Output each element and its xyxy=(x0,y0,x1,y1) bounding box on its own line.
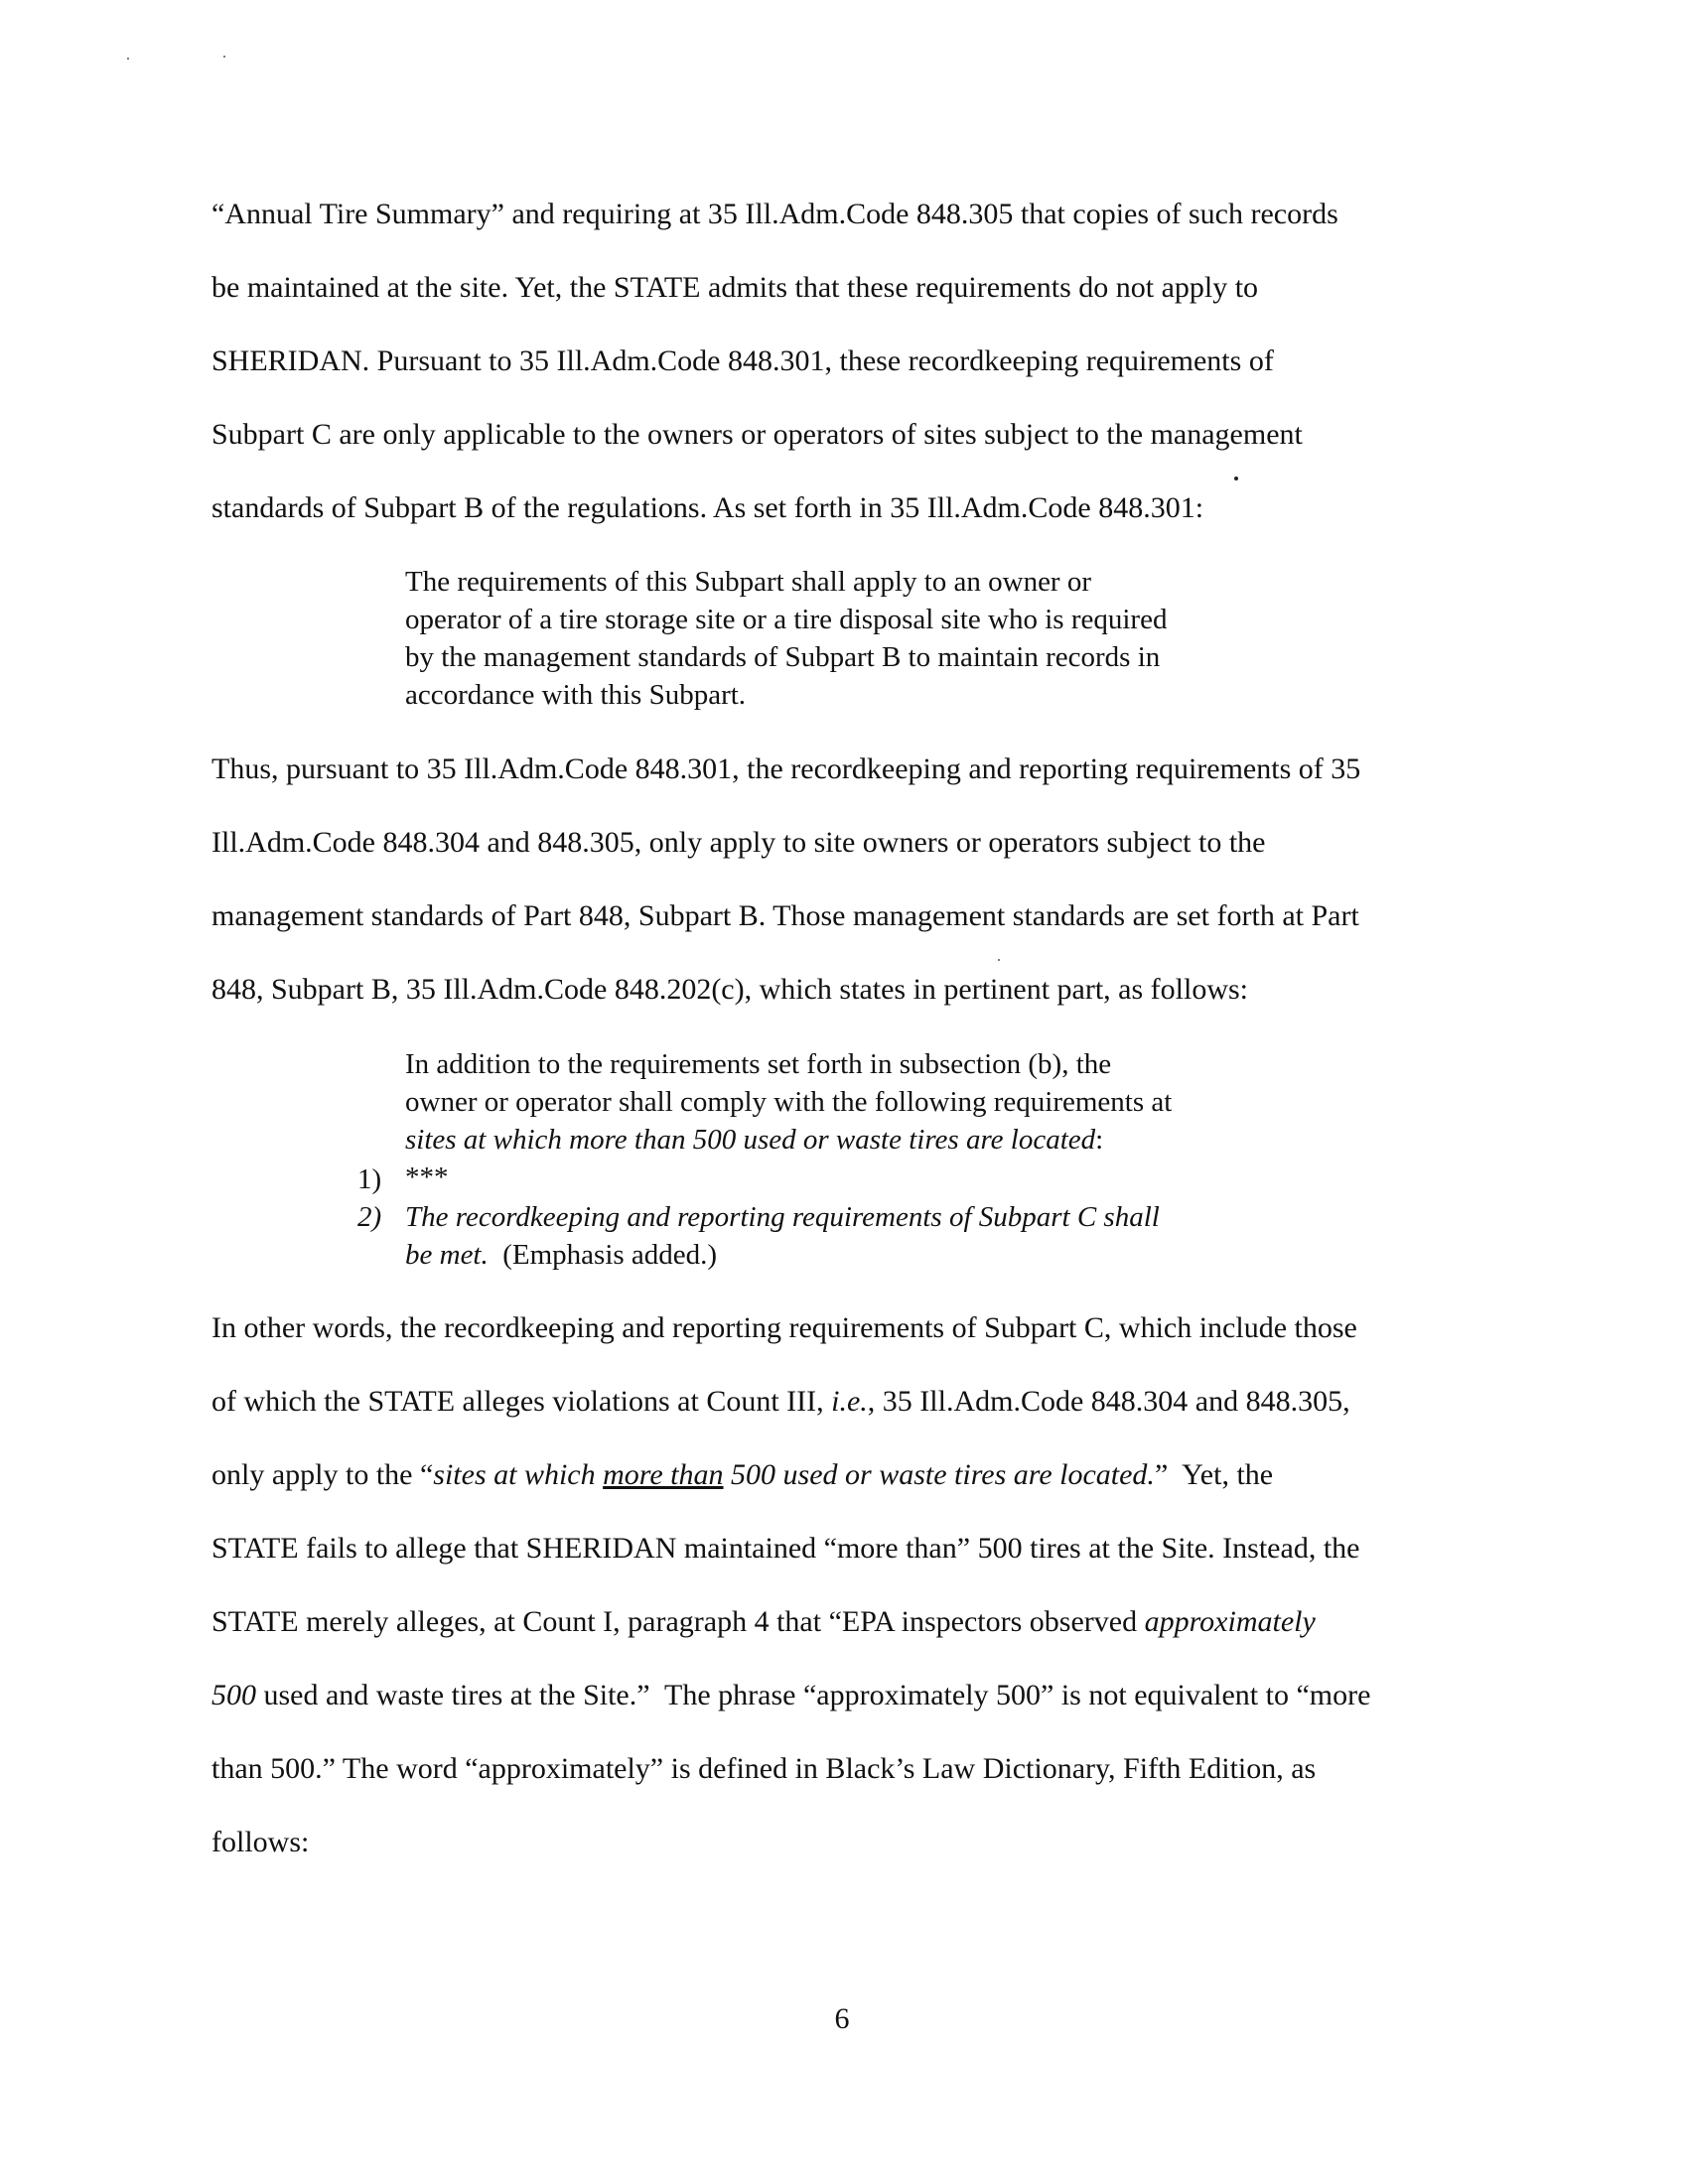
body-line: In other words, the recordkeeping and reporting requirements of Subpart C, which include those xyxy=(211,1311,1357,1344)
list-item-number: 1) xyxy=(357,1163,382,1195)
body-line: 848, Subpart B, 35 Ill.Adm.Code 848.202(c), which states in pertinent part, as follows: xyxy=(211,973,1249,1006)
block-quote-line: The requirements of this Subpart shall apply to an owner or xyxy=(405,566,1092,598)
emphasis-text: sites at which more than 500 used or waste tires are located xyxy=(405,1124,1096,1156)
text-run: STATE merely alleges, at Count I, paragraph 4 that “EPA inspectors observed xyxy=(211,1605,1145,1638)
emphasis-text: sites at which xyxy=(433,1458,604,1491)
scan-speck xyxy=(1234,477,1238,480)
list-item-text xyxy=(405,1237,717,1273)
block-quote-line: In addition to the requirements set forth in subsection (b), the xyxy=(405,1048,1112,1080)
body-line: management standards of Part 848, Subpart B. Those management standards are set forth at Part xyxy=(211,899,1359,932)
emphasis-text: 500 xyxy=(211,1679,256,1711)
block-quote-line: accordance with this Subpart. xyxy=(405,679,747,711)
list-item-number: 2) xyxy=(357,1201,382,1233)
emphasis-text: approximately xyxy=(1144,1605,1316,1638)
emphasis-text: i.e. xyxy=(831,1385,868,1418)
body-line: STATE fails to allege that SHERIDAN maintained “more than” 500 tires at the Site. Instead, the xyxy=(211,1532,1360,1565)
body-line: “Annual Tire Summary” and requiring at 35 Ill.Adm.Code 848.305 that copies of such records xyxy=(211,198,1338,230)
emphasis-note: (Emphasis added.) xyxy=(488,1239,718,1271)
block-quote-line: owner or operator shall comply with the following requirements at xyxy=(405,1086,1173,1118)
body-line: be maintained at the site. Yet, the STATE admits that these requirements do not apply to xyxy=(211,271,1259,304)
body-line: Subpart C are only applicable to the owners or operators of sites subject to the management xyxy=(211,418,1303,451)
body-line: than 500.” The word “approximately” is defined in Black’s Law Dictionary, Fifth Edition, as xyxy=(211,1752,1317,1785)
underlined-emphasis: more than xyxy=(603,1458,724,1491)
emphasis-text: be met. xyxy=(405,1239,489,1271)
block-quote-line: by the management standards of Subpart B to maintain records in xyxy=(405,641,1161,673)
body-line: Ill.Adm.Code 848.304 and 848.305, only apply to site owners or operators subject to the xyxy=(211,826,1266,859)
block-quote-line xyxy=(405,1122,1103,1158)
text-run: only apply to the “ xyxy=(211,1458,434,1491)
punctuation: : xyxy=(1095,1124,1104,1156)
body-line: follows: xyxy=(211,1826,310,1858)
scan-speck xyxy=(127,58,129,60)
body-line xyxy=(211,1678,1370,1713)
page-number: 6 xyxy=(834,2002,850,2035)
text-run: ” Yet, the xyxy=(1154,1458,1274,1491)
body-line: standards of Subpart B of the regulations. As set forth in 35 Ill.Adm.Code 848.301: xyxy=(211,491,1204,524)
body-line xyxy=(211,1384,1350,1420)
text-run: of which the STATE alleges violations at Count III, xyxy=(211,1385,832,1418)
body-line: Thus, pursuant to 35 Ill.Adm.Code 848.301, the recordkeeping and reporting requirements of 35 xyxy=(211,752,1361,785)
list-item-text: The recordkeeping and reporting requirements of Subpart C shall xyxy=(405,1201,1160,1233)
list-item-text: *** xyxy=(405,1161,449,1193)
body-line: SHERIDAN. Pursuant to 35 Ill.Adm.Code 848.301, these recordkeeping requirements of xyxy=(211,344,1274,377)
block-quote-line: operator of a tire storage site or a tire disposal site who is required xyxy=(405,604,1168,635)
text-run: used and waste tires at the Site.” The phrase “approximately 500” is not equivalent to “more xyxy=(256,1679,1371,1711)
scan-speck xyxy=(223,56,225,58)
body-line xyxy=(211,1604,1316,1640)
scan-speck xyxy=(998,959,1000,961)
emphasis-text: 500 used or waste tires are located. xyxy=(723,1458,1155,1491)
text-run: , 35 Ill.Adm.Code 848.304 and 848.305, xyxy=(867,1385,1350,1418)
body-line xyxy=(211,1457,1273,1493)
